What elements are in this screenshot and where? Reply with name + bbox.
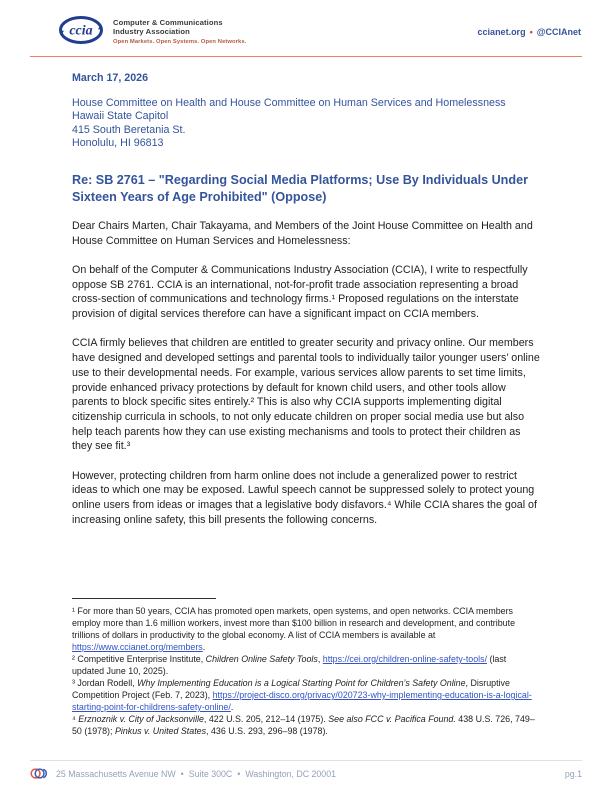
subject-line: Re: SB 2761 – "Regarding Social Media Platforms; Use By Individuals Under Sixteen Years of Age Prohibited" (Oppose) (72, 172, 528, 205)
header-dot: • (529, 27, 533, 37)
footnote-link[interactable]: https://cei.org/children-online-safety-tools/ (322, 654, 488, 664)
footnote-link[interactable]: https://project-disco.org/privacy/020723-why-implementing-education-is-a-logical-starting-point-for-childrens-safety-online/ (72, 690, 532, 712)
footer-separator: • (237, 768, 241, 779)
salutation: Dear Chairs Marten, Chair Takayama, and Members of the Joint House Committee on Health and House Committee on Human Services and Homelessness: (72, 219, 533, 247)
recipient-block (72, 97, 540, 151)
footnote-text: . (202, 642, 206, 652)
footnote-text: (last updated June 10, 2025). (72, 654, 507, 676)
ccia-footer-mark-icon (30, 767, 49, 780)
twitter-handle-link[interactable]: @CCIAnet (536, 27, 581, 37)
footnote-text: , 422 U.S. 205, 212–14 (1975). (203, 714, 329, 724)
recipient-line: Honolulu, HI 96813 (72, 137, 164, 150)
footnote-text: ³ Jordan Rodell, (72, 678, 138, 688)
footnote-text: , 436 U.S. 293, 296–98 (1978). (206, 726, 328, 736)
logo-text: ccia (69, 23, 93, 39)
footnote (72, 653, 540, 677)
org-name-line2: Industry Association (113, 26, 190, 36)
header-links (478, 27, 581, 37)
footnote-text: Children Online Safety Tools (205, 654, 318, 664)
footnote (72, 677, 540, 713)
footnotes-list (72, 605, 540, 737)
footnote-text: ¹ For more than 50 years, CCIA has promoted open markets, open systems, and open networks. CCIA members employ more than 1.6 million workers, invest more than $100 billion in research and development, and contribute trillions of dollars in productivity to the global economy. A list of CCIA members is available at (72, 606, 516, 640)
footnote-text: , Disruptive Competition Project (Feb. 7, 2023), (72, 678, 510, 700)
org-name-line1: Computer & Communications (113, 18, 223, 27)
recipient-line: Hawaii State Capitol (72, 110, 169, 123)
org-tagline: Open Markets. Open Systems. Open Networks. (113, 39, 247, 46)
footnote-text: See also FCC v. Pacifica Found. (328, 714, 456, 724)
footnote-text: ² Competitive Enterprise Institute, (72, 654, 206, 664)
letter-content (72, 72, 540, 528)
recipient-line: 415 South Beretania St. (72, 123, 186, 136)
ccia-logo-icon (58, 15, 104, 45)
page-footer (30, 760, 582, 780)
footnote-text: Why Implementing Education is a Logical Starting Point for Children’s Safety Online (137, 678, 466, 688)
header-divider (30, 56, 582, 57)
footnote-text: Erznoznik v. City of Jacksonville (78, 714, 204, 724)
letter-date: March 17, 2026 (72, 72, 149, 84)
body-paragraph: CCIA firmly believes that children are entitled to greater security and privacy online. Our members have designed and developed settings and parental tools to individually tailor younger users’ online use to their developmental needs. For example, various services allow parents to set time limits, provide enhanced privacy protections by default for known child users, and other tools allow parents to block specific sites entirely.² This is also why CCIA supports implementing digital citizenship curricula in schools, to not only educate children on proper social media use but also help teach parents how they can use existing mechanisms and tools to protect their children as they see fit.³ (72, 337, 540, 453)
body-paragraph: On behalf of the Computer & Communications Industry Association (CCIA), I write to respectfully oppose SB 2761. CCIA is an international, not-for-profit trade association representing a broad cross-section of communications and technology firms.¹ Proposed regulations on the interstate provision of digital services therefore can have a significant impact on CCIA members. (72, 263, 528, 321)
footnote (72, 713, 540, 737)
letterhead (58, 15, 246, 45)
page-number: pg.1 (564, 768, 582, 779)
org-name-block (113, 15, 246, 45)
recipient-line: House Committee on Health and House Committee on Human Services and Homelessness (72, 97, 506, 109)
body-paragraph: However, protecting children from harm online does not include a generalized power to restrict ideas to which one may be exposed. Lawful speech cannot be suppressed solely to protect young online users from ideas or images that a legislative body disfavors.⁴ While CCIA shares the goal of increasing online safety, this bill presents the following concerns. (72, 469, 537, 526)
footnote-text: 438 U.S. 726, 749–50 (1978); (72, 714, 535, 736)
footer-separator: • (180, 768, 184, 779)
website-link[interactable]: ccianet.org (477, 27, 526, 37)
footnote-text: , (317, 654, 323, 664)
footer-address-street: 25 Massachusetts Avenue NW (56, 768, 176, 779)
footnote-divider (72, 598, 216, 599)
footnote-text: ⁴ (72, 714, 79, 724)
footer-address-suite: Suite 300C (188, 768, 233, 779)
footnotes-region (72, 598, 540, 737)
footer-address-city: Washington, DC 20001 (245, 768, 336, 779)
footnote-text: Pinkus v. United States (114, 726, 207, 736)
footnote (72, 605, 540, 653)
footnote-link[interactable]: https://www.ccianet.org/members (72, 642, 203, 652)
footnote-text: . (230, 702, 234, 712)
body-paragraphs (72, 263, 540, 528)
